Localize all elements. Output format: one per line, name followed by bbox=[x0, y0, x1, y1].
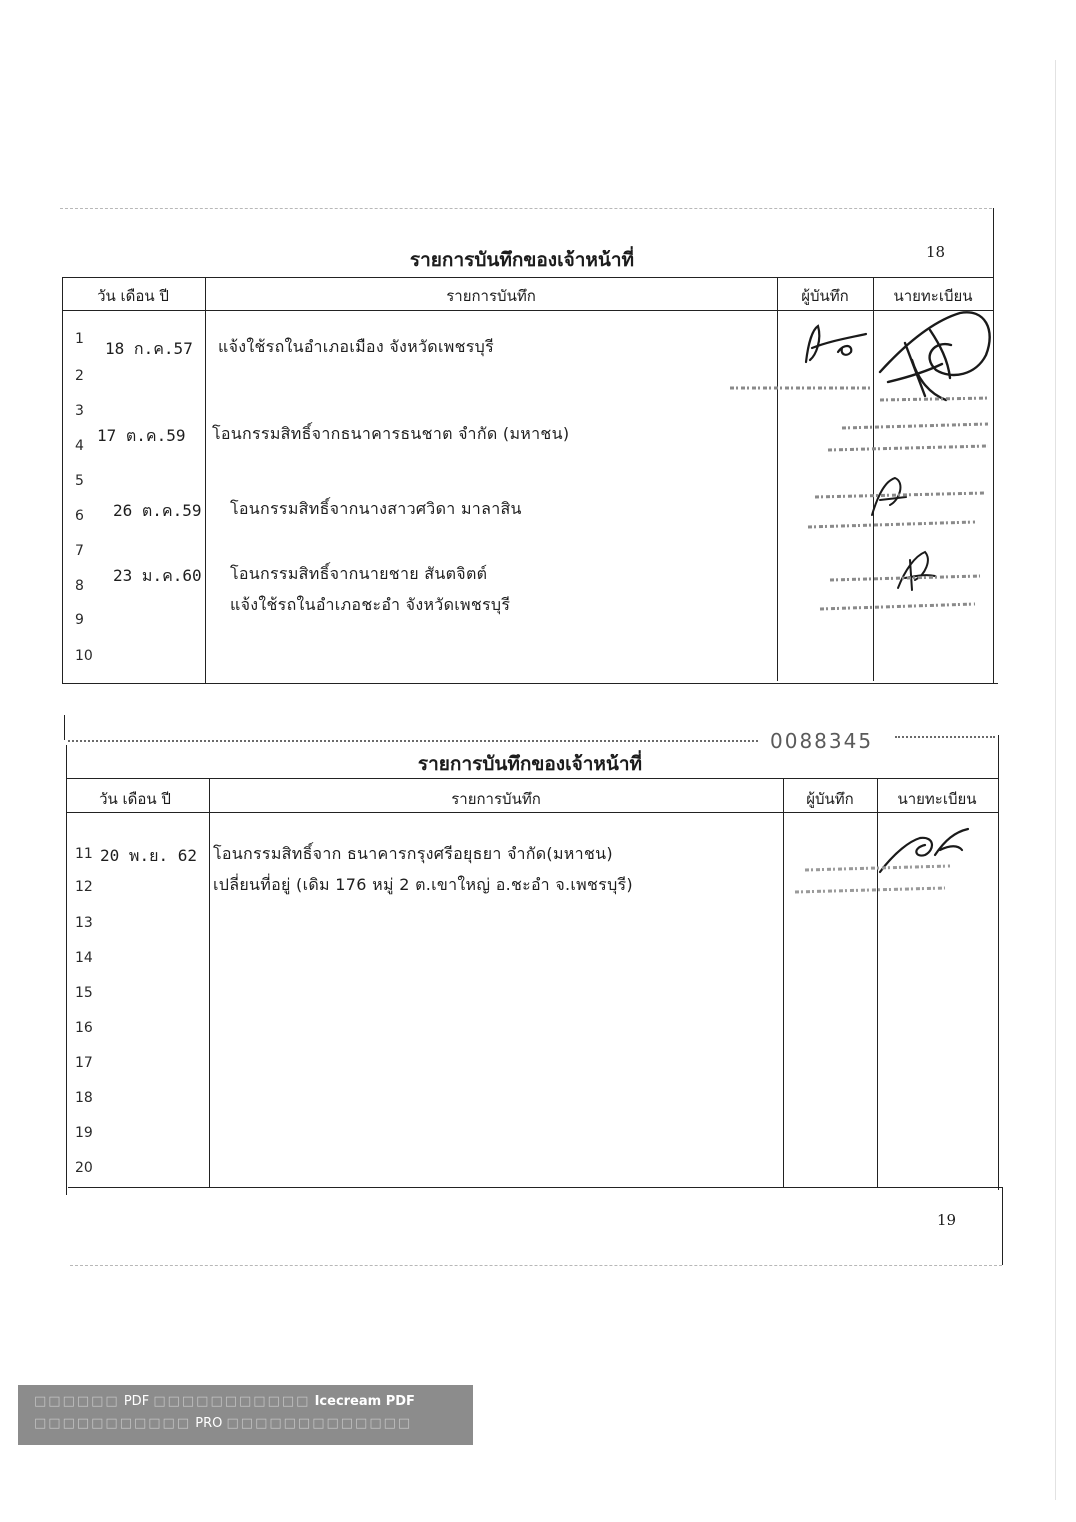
lower-date-column-rule bbox=[209, 778, 210, 1187]
upper-recorder-column-rule bbox=[777, 277, 778, 681]
lower-page-number: 19 bbox=[937, 1211, 957, 1229]
line-number: 11 bbox=[75, 846, 93, 862]
pdf-watermark-banner bbox=[18, 1385, 473, 1445]
entry-date: 18 ก.ค.57 bbox=[105, 339, 193, 358]
watermark-missing-glyphs: □□□□□□ bbox=[34, 1394, 120, 1409]
line-number: 9 bbox=[75, 612, 84, 628]
line-number: 16 bbox=[75, 1020, 93, 1036]
registrar-signature-row-6 bbox=[872, 478, 906, 515]
upper-scan-top-edge bbox=[60, 208, 992, 209]
upper-header-top-rule bbox=[62, 277, 993, 278]
upper-right-border bbox=[993, 208, 994, 684]
lower-right-border bbox=[998, 735, 999, 1190]
line-number: 2 bbox=[75, 368, 84, 384]
entry-date: 26 ต.ค.59 bbox=[113, 501, 202, 520]
upper-header-date: วัน เดือน ปี bbox=[97, 287, 169, 305]
lower-dotted-top-edge-right bbox=[895, 736, 995, 738]
lower-outer-right-border bbox=[1002, 1187, 1003, 1265]
upper-header-entry: รายการบันทึก bbox=[446, 287, 536, 305]
lower-left-border bbox=[66, 745, 67, 1195]
line-number: 10 bbox=[75, 648, 93, 664]
recorder-signature-row-1 bbox=[806, 326, 866, 362]
upper-header-recorder: ผู้บันทึก bbox=[801, 287, 849, 305]
line-number: 4 bbox=[75, 438, 84, 454]
line-number: 14 bbox=[75, 950, 93, 966]
line-number: 7 bbox=[75, 543, 84, 559]
official-stamp-text-row-11 bbox=[795, 866, 950, 892]
watermark-brand-label: Icecream PDF bbox=[314, 1394, 415, 1409]
watermark-missing-glyphs: □□□□□□□□□□□ bbox=[153, 1394, 311, 1409]
watermark-missing-glyphs: □□□□□□□□□□□ bbox=[34, 1416, 192, 1431]
registrar-signature-row-1 bbox=[880, 312, 990, 400]
upper-table-bottom-rule bbox=[62, 683, 998, 684]
line-number: 1 bbox=[75, 331, 84, 347]
line-number: 8 bbox=[75, 578, 84, 594]
line-number: 17 bbox=[75, 1055, 93, 1071]
lower-header-recorder: ผู้บันทึก bbox=[806, 790, 854, 808]
entry-text: โอนกรรมสิทธิ์จากนางสาวศวิดา มาลาสิน bbox=[230, 499, 522, 518]
entry-text: แจ้งใช้รถในอำเภอเมือง จังหวัดเพชรบุรี bbox=[218, 337, 494, 356]
watermark-pro-label: PRO bbox=[195, 1416, 223, 1431]
entry-text: แจ้งใช้รถในอำเภอชะอำ จังหวัดเพชรบุรี bbox=[230, 595, 511, 614]
lower-left-edge-stub bbox=[64, 715, 65, 740]
upper-page-number: 18 bbox=[926, 243, 946, 261]
registrar-signature-row-8 bbox=[898, 552, 935, 590]
line-number: 13 bbox=[75, 915, 93, 931]
watermark-pdf-label: PDF bbox=[123, 1394, 150, 1409]
line-number: 15 bbox=[75, 985, 93, 1001]
upper-registrar-column-rule bbox=[873, 277, 874, 681]
lower-registrar-column-rule bbox=[877, 778, 878, 1187]
line-number: 19 bbox=[75, 1125, 93, 1141]
upper-left-border bbox=[62, 277, 63, 684]
watermark-line-2 bbox=[34, 1416, 412, 1431]
lower-dotted-top-edge bbox=[68, 740, 758, 742]
lower-scan-bottom-edge bbox=[70, 1265, 1002, 1266]
lower-header-date: วัน เดือน ปี bbox=[99, 790, 171, 808]
watermark-line-1 bbox=[34, 1394, 415, 1409]
lower-header-top-rule bbox=[66, 778, 998, 779]
lower-header-entry: รายการบันทึก bbox=[451, 790, 541, 808]
entry-text: โอนกรรมสิทธิ์จากนายชาย สันตจิตต์ bbox=[230, 564, 488, 583]
lower-header-bottom-rule bbox=[66, 812, 998, 813]
line-number: 18 bbox=[75, 1090, 93, 1106]
line-number: 20 bbox=[75, 1160, 93, 1176]
official-stamp-text-rows-2-4 bbox=[730, 388, 990, 450]
entry-date: 20 พ.ย. 62 bbox=[100, 846, 197, 865]
document-serial-number: 0088345 bbox=[770, 729, 874, 753]
upper-header-bottom-rule bbox=[62, 310, 993, 311]
registrar-signature-row-11 bbox=[880, 829, 968, 872]
upper-section-title: รายการบันทึกของเจ้าหน้าที่ bbox=[409, 249, 635, 271]
lower-header-registrar: นายทะเบียน bbox=[897, 790, 977, 808]
lower-table-bottom-rule bbox=[68, 1187, 1002, 1188]
entry-date: 17 ต.ค.59 bbox=[97, 426, 186, 445]
line-number: 5 bbox=[75, 473, 84, 489]
entry-text: เปลี่ยนที่อยู่ (เดิม 176 หมู่ 2 ต.เขาใหญ่ อ.ชะอำ จ.เพชรบุรี) bbox=[213, 875, 633, 894]
watermark-missing-glyphs: □□□□□□□□□□□□□ bbox=[226, 1416, 413, 1431]
entry-text: โอนกรรมสิทธิ์จากธนาคารธนชาต จำกัด (มหาชน) bbox=[212, 424, 570, 443]
official-stamp-text-row-8 bbox=[820, 576, 980, 609]
entry-text: โอนกรรมสิทธิ์จาก ธนาคารกรุงศรีอยุธยา จำกัด(มหาชน) bbox=[213, 844, 613, 863]
upper-date-column-rule bbox=[205, 277, 206, 683]
line-number: 12 bbox=[75, 879, 93, 895]
scan-right-page-edge bbox=[1055, 60, 1056, 1500]
line-number: 6 bbox=[75, 508, 84, 524]
line-number: 3 bbox=[75, 403, 84, 419]
upper-header-registrar: นายทะเบียน bbox=[893, 287, 973, 305]
entry-date: 23 ม.ค.60 bbox=[113, 566, 202, 585]
lower-section-title: รายการบันทึกของเจ้าหน้าที่ bbox=[417, 753, 643, 775]
lower-recorder-column-rule bbox=[783, 778, 784, 1187]
official-stamp-text-row-6 bbox=[808, 493, 985, 527]
